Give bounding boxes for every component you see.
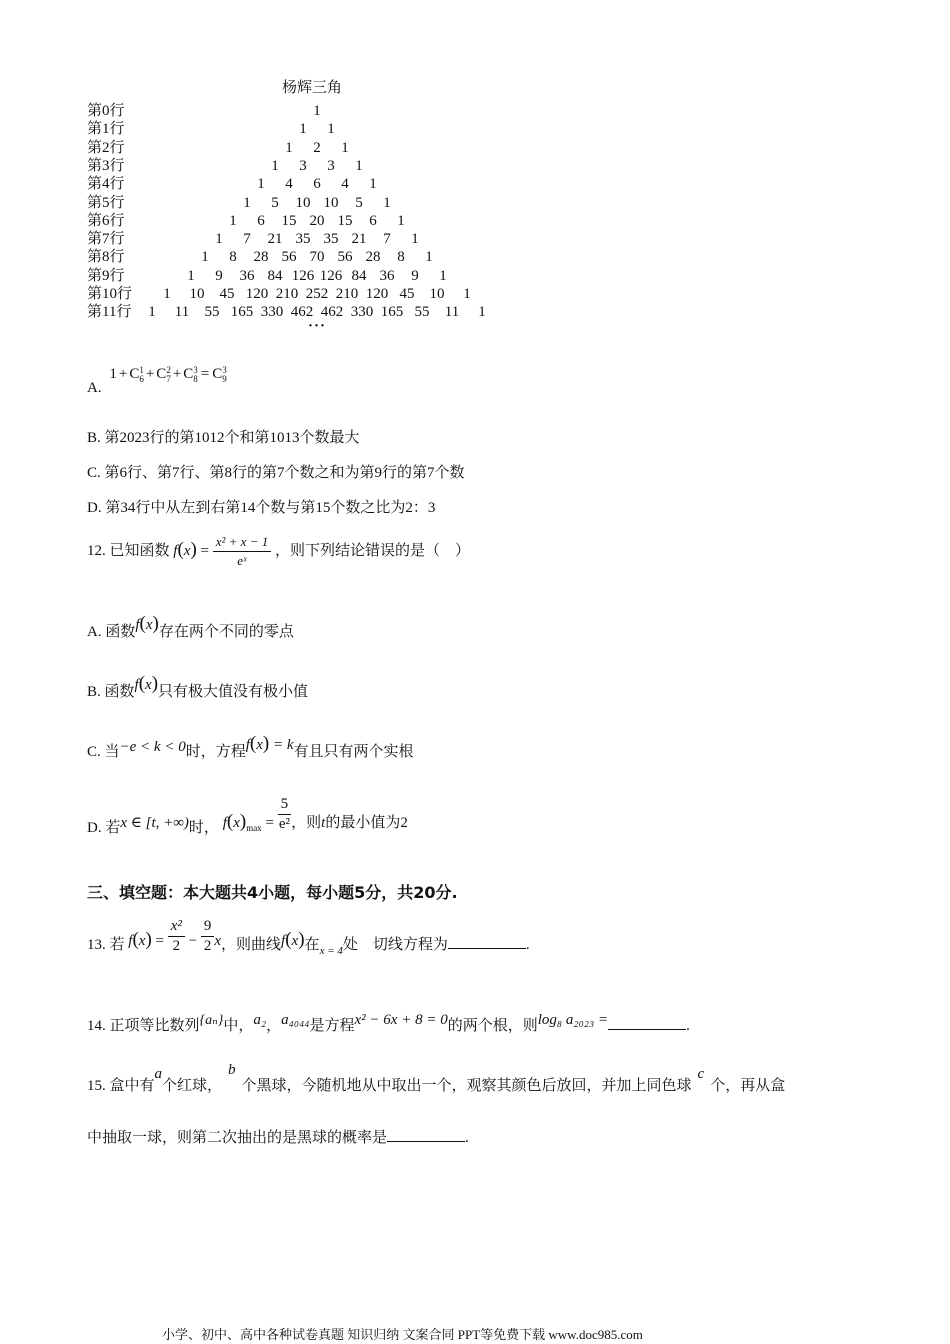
triangle-number: 5 <box>271 194 279 211</box>
triangle-row-label: 第3行 <box>87 157 125 174</box>
q12-fraction: $\frac{\text{x² + x − 1}}{\text{eˣ}}$ <box>213 534 271 569</box>
triangle-number: 5 <box>355 194 363 211</box>
q15-line1: 15. 盒中有a个红球，b个黑球，今随机地从中取出一个，观察其颜色后放回，并加上同色球c个，再从盒 <box>87 1062 786 1094</box>
triangle-number: 35 <box>323 231 339 248</box>
triangle-row-label: 第10行 <box>87 286 133 302</box>
triangle-number: 8 <box>229 249 237 266</box>
triangle-number: 1 <box>383 194 391 211</box>
triangle-number: 1 <box>478 304 486 321</box>
triangle-ellipsis: ··· <box>308 318 327 334</box>
triangle-number: 1 <box>355 157 363 174</box>
triangle-number: 1 <box>425 249 433 266</box>
triangle-number: 1 <box>243 194 251 211</box>
triangle-number: 45 <box>219 286 235 302</box>
triangle-number: 9 <box>215 267 223 284</box>
triangle-number: 165 <box>380 304 404 321</box>
triangle-number: 1 <box>187 267 195 284</box>
triangle-number: 252 <box>305 286 329 302</box>
triangle-number: 1 <box>463 286 471 302</box>
q11-option-d: D. 第34行中从左到右第14个数与第15个数之比为2：3 <box>87 500 436 516</box>
triangle-number: 3 <box>299 157 307 174</box>
triangle-number: 8 <box>397 249 405 266</box>
triangle-row-label: 第11行 <box>87 304 132 321</box>
triangle-number: 28 <box>253 249 269 266</box>
triangle-number: 21 <box>351 231 367 248</box>
triangle-row-label: 第8行 <box>87 249 125 266</box>
triangle-number: 20 <box>309 212 325 229</box>
triangle-number: 36 <box>239 267 255 284</box>
triangle-number: 1 <box>327 121 335 138</box>
triangle-number: 4 <box>341 176 349 193</box>
q11-option-b: B. 第2023行的第1012个和第1013个数最大 <box>87 430 360 446</box>
triangle-number: 126 <box>319 267 343 284</box>
triangle-number: 2 <box>313 139 321 156</box>
triangle-number: 10 <box>323 194 339 211</box>
triangle-number: 11 <box>444 304 460 321</box>
q11-option-c: C. 第6行、第7行、第8行的第7个数之和为第9行的第7个数 <box>87 465 465 481</box>
triangle-number: 28 <box>365 249 381 266</box>
section-heading: 三、填空题：本大题共4小题，每小题5分，共20分. <box>87 883 458 902</box>
triangle-number: 330 <box>260 304 284 321</box>
triangle-number: 1 <box>369 176 377 193</box>
q12-option-d: D. 若x ∈ [t, +∞)时， $f(x)_{max}$ = $\frac{5}{\text{e²}}$ ，则t的最小值为2 <box>87 796 408 836</box>
triangle-number: 1 <box>313 103 321 119</box>
triangle-number: 1 <box>201 249 209 266</box>
triangle-number: 165 <box>230 304 254 321</box>
triangle-number: 1 <box>163 286 171 302</box>
triangle-number: 4 <box>285 176 293 193</box>
q14-answer-blank[interactable] <box>608 1015 686 1030</box>
triangle-number: 10 <box>189 286 205 302</box>
triangle-number: 1 <box>411 231 419 248</box>
triangle-number: 15 <box>337 212 353 229</box>
triangle-number: 10 <box>295 194 311 211</box>
page-footer: 小学、初中、高中各种试卷真题 知识归纳 文案合同 PPT等免费下载 www.doc985.com <box>162 1327 643 1342</box>
triangle-number: 462 <box>290 304 314 321</box>
triangle-number: 70 <box>309 249 325 266</box>
triangle-number: 7 <box>383 231 391 248</box>
q12-stem: 12. 已知函数 f(x) = $\frac{\text{x² + x − 1}}{\text{eˣ}}$ ，则下列结论错误的是（ ） <box>87 534 470 568</box>
triangle-number: 210 <box>275 286 299 302</box>
q14: 14. 正项等比数列{aₙ}中，a₂，a₄₀₄₄是方程x² − 6x + 8 = 0的两个根，则log₈ a₂₀₂₃ = . <box>87 1012 690 1034</box>
triangle-number: 84 <box>351 267 367 284</box>
triangle-number: 1 <box>229 212 237 229</box>
triangle-row-label: 第9行 <box>87 267 125 284</box>
triangle-row-label: 第7行 <box>87 231 125 248</box>
triangle-row-label: 第6行 <box>87 212 125 229</box>
q15-line2: 中抽取一球，则第二次抽出的是黑球的概率是 . <box>87 1126 469 1147</box>
q12-option-a: A. 函数f(x)存在两个不同的零点 <box>87 613 294 640</box>
triangle-row-label: 第2行 <box>87 139 125 156</box>
triangle-number: 45 <box>399 286 415 302</box>
triangle-number: 56 <box>337 249 353 266</box>
triangle-number: 330 <box>350 304 374 321</box>
triangle-number: 55 <box>204 304 220 321</box>
triangle-number: 6 <box>257 212 265 229</box>
q12-option-c: C. 当−e < k < 0时，方程f(x) = k有且只有两个实根 <box>87 733 414 760</box>
triangle-number: 21 <box>267 231 283 248</box>
triangle-number: 1 <box>148 304 156 321</box>
triangle-number: 35 <box>295 231 311 248</box>
triangle-number: 10 <box>429 286 445 302</box>
triangle-number: 6 <box>313 176 321 193</box>
triangle-row-label: 第0行 <box>87 103 125 119</box>
triangle-number: 84 <box>267 267 283 284</box>
triangle-number: 120 <box>365 286 389 302</box>
triangle-number: 15 <box>281 212 297 229</box>
triangle-number: 462 <box>320 304 344 321</box>
triangle-number: 126 <box>291 267 315 284</box>
triangle-number: 120 <box>245 286 269 302</box>
triangle-number: 1 <box>285 139 293 156</box>
triangle-number: 7 <box>243 231 251 248</box>
triangle-number: 3 <box>327 157 335 174</box>
triangle-number: 1 <box>257 176 265 193</box>
triangle-number: 55 <box>414 304 430 321</box>
q13-answer-blank[interactable] <box>448 934 526 949</box>
triangle-number: 1 <box>397 212 405 229</box>
triangle-number: 1 <box>341 139 349 156</box>
q13: 13. 若 f(x) = $\frac{\text{x²}}{2}$ − $\frac{9}{2}$ x，则曲线f(x)在$_{x = 4}$处 切线方程为 . <box>87 918 530 957</box>
triangle-number: 1 <box>215 231 223 248</box>
triangle-number: 36 <box>379 267 395 284</box>
triangle-row-label: 第4行 <box>87 176 125 193</box>
q11-option-a: A. 1 + C 1 6 + C 2 7 + C 3 8 = C 3 9 <box>87 365 227 397</box>
triangle-title: 杨辉三角 <box>282 80 343 96</box>
triangle-number: 1 <box>439 267 447 284</box>
triangle-number: 11 <box>174 304 190 321</box>
triangle-row-label: 第1行 <box>87 121 125 138</box>
triangle-number: 1 <box>271 157 279 174</box>
triangle-number: 1 <box>299 121 307 138</box>
q12-option-b: B. 函数f(x)只有极大值没有极小值 <box>87 673 309 700</box>
triangle-number: 9 <box>411 267 419 284</box>
triangle-number: 6 <box>369 212 377 229</box>
q15-answer-blank[interactable] <box>387 1127 465 1142</box>
triangle-number: 56 <box>281 249 297 266</box>
triangle-number: 210 <box>335 286 359 302</box>
triangle-row-label: 第5行 <box>87 194 125 211</box>
